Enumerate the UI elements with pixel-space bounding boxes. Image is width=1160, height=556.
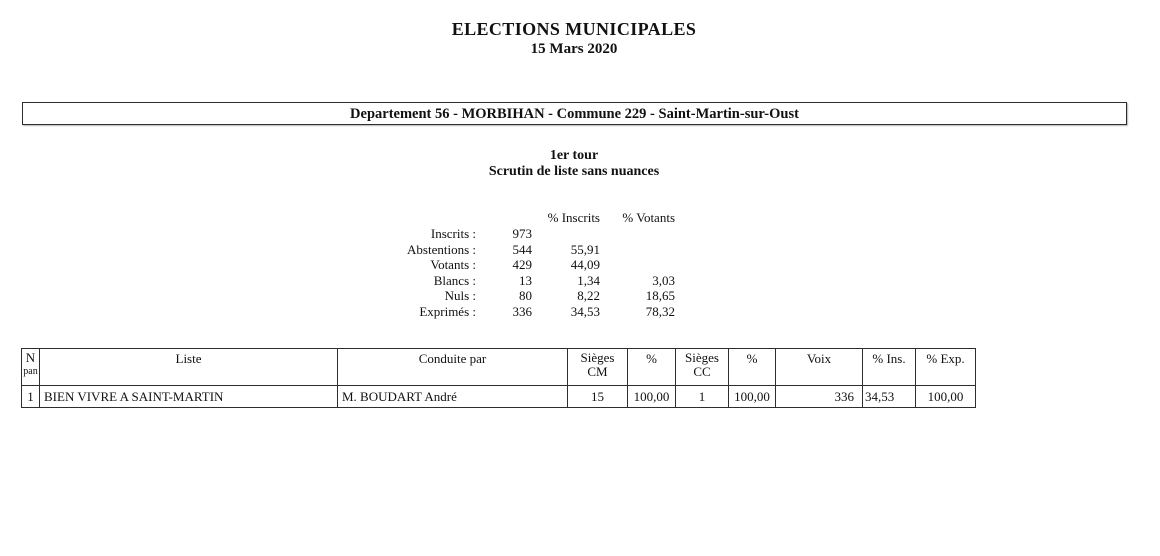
participation-count: 544 <box>512 241 532 257</box>
document-title: ELECTIONS MUNICIPALES <box>451 19 697 39</box>
col-header-sieges-cc-line1: Sièges <box>685 350 719 365</box>
list-number-cell: 1 <box>22 386 40 408</box>
participation-row-inscrits <box>370 226 675 242</box>
col-header-conduite-par: Conduite par <box>338 349 568 386</box>
participation-count: 429 <box>512 257 532 272</box>
election-date: 15 Mars 2020 <box>530 41 618 57</box>
participation-label: Inscrits : <box>430 226 476 241</box>
col-header-voix: Voix <box>776 349 863 386</box>
col-header-num <box>22 349 40 386</box>
ballot-type-label: Scrutin de liste sans nuances <box>488 164 660 179</box>
participation-pct-inscrits: 55,91 <box>570 241 600 257</box>
list-leader-cell: M. BOUDART André <box>338 386 568 408</box>
participation-pct-inscrits: 1,34 <box>577 272 600 288</box>
col-header-pct-cm: % <box>628 349 676 386</box>
participation-pct-votants: 18,65 <box>645 288 675 303</box>
participation-row-blancs <box>370 273 675 289</box>
participation-pct-inscrits: 34,53 <box>570 303 600 319</box>
participation-label: Votants : <box>430 257 476 272</box>
voix-cell: 336 <box>776 386 863 408</box>
sieges-cm-cell: 15 <box>568 386 628 408</box>
participation-stats <box>370 210 675 319</box>
participation-pct-inscrits: 8,22 <box>577 288 600 303</box>
participation-row-abstentions <box>370 242 675 258</box>
participation-header-pct-inscrits: % Inscrits <box>547 210 600 225</box>
sieges-cc-cell: 1 <box>676 386 729 408</box>
participation-count: 336 <box>512 303 532 319</box>
participation-pct-votants: 3,03 <box>652 272 675 288</box>
col-header-sieges-cm-line1: Sièges <box>580 350 615 365</box>
col-header-sieges-cc-line2: CC <box>693 364 711 379</box>
participation-label: Abstentions : <box>407 241 476 257</box>
col-header-pct-cc: % <box>729 349 776 386</box>
col-header-pct-ins: % Ins. <box>863 349 916 386</box>
list-name-cell: BIEN VIVRE A SAINT-MARTIN <box>40 386 338 408</box>
col-header-liste: Liste <box>40 349 338 386</box>
participation-row-nuls <box>370 288 675 304</box>
participation-header-row <box>370 210 675 226</box>
pct-cc-cell: 100,00 <box>729 386 776 408</box>
department-banner: Departement 56 - MORBIHAN - Commune 229 - Saint-Martin-sur-Oust <box>22 102 1127 125</box>
col-header-sieges-cc <box>676 349 729 386</box>
results-header-row <box>22 349 976 386</box>
col-header-num-line1: N <box>25 350 36 365</box>
pct-cm-cell: 100,00 <box>628 386 676 408</box>
participation-count: 973 <box>512 226 532 241</box>
col-header-sieges-cm-line2: CM <box>587 364 608 379</box>
col-header-num-line2: pan <box>23 366 38 377</box>
participation-row-votants <box>370 257 675 273</box>
pct-ins-cell: 34,53 <box>863 386 916 408</box>
participation-label: Exprimés : <box>419 303 476 319</box>
results-row <box>22 386 976 408</box>
col-header-pct-exp: % Exp. <box>916 349 976 386</box>
participation-pct-votants: 78,32 <box>645 303 675 319</box>
participation-row-exprimes <box>370 304 675 320</box>
round-label: 1er tour <box>549 148 599 163</box>
participation-pct-inscrits: 44,09 <box>570 257 600 272</box>
col-header-sieges-cm <box>568 349 628 386</box>
participation-count: 80 <box>519 288 532 303</box>
pct-exp-cell: 100,00 <box>916 386 976 408</box>
participation-label: Blancs : <box>433 272 476 288</box>
participation-header-pct-votants: % Votants <box>622 210 675 225</box>
participation-label: Nuls : <box>444 288 476 303</box>
participation-count: 13 <box>519 272 532 288</box>
results-table <box>21 348 976 408</box>
